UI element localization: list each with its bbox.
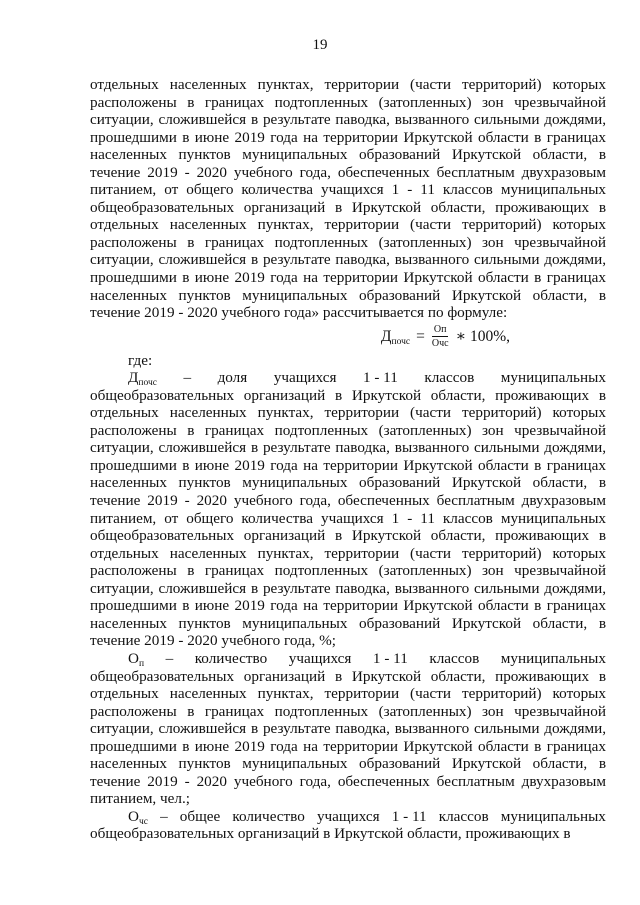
definition-text: общеобразовательных организаций в Иркутской области, проживающих в [90, 825, 571, 843]
word: учащихся [288, 649, 352, 667]
word: муниципальных [500, 369, 606, 387]
definition-first-line [90, 369, 606, 387]
word: – [160, 807, 168, 825]
definition-term: $Д_{почс}$ [128, 369, 157, 389]
word: муниципальных [500, 649, 606, 667]
word: доля [217, 369, 248, 387]
formula-lhs: $Д_{почс}$ [380, 327, 411, 347]
word: классов [438, 807, 489, 825]
formula [90, 322, 606, 352]
where-label: где: [128, 351, 153, 369]
definition-term: $О_п$ [128, 649, 145, 669]
word: общее [179, 807, 221, 825]
formula-denominator: Очс [431, 338, 449, 350]
word: учащихся [316, 807, 380, 825]
definition-first-line [90, 808, 606, 826]
definition-term: $О_{чс}$ [128, 807, 148, 827]
word: количество [232, 807, 305, 825]
page-number: 19 [312, 37, 328, 53]
word: – [183, 369, 192, 387]
formula-numerator: Оп [433, 324, 447, 336]
word: классов [424, 369, 475, 387]
word: 1 - 11 [391, 807, 427, 825]
formula-fraction [430, 324, 451, 349]
definition-first-line [90, 650, 606, 668]
page-content [90, 76, 606, 843]
word: муниципальных [500, 807, 606, 825]
word: – [165, 649, 174, 667]
definition-text: общеобразовательных организаций в Иркутской области, проживающих в отдельных населенных пунктах, территории (части территорий) которых расположены в границах подтопленных (затопленных) зон чрезвычайной ситуации, сложившейся в результате паводка, вызванного сильными дождями, прошедшими в июне 2019 года на территории Иркутской области в границах населенных пунктов муниципальных образований Иркутской области, в течение 2019 - 2020 учебного года, обеспеченных бесплатным двухразовым питанием, от общего количества учащихся 1 - 11 классов муниципальных общеобразовательных организаций в Иркутской области, проживающих в отдельных населенных пунктах, территории (части территорий) которых расположены в границах подтопленных (затопленных) зон чрезвычайной ситуации, сложившейся в результате паводка, вызванного сильными дождями, прошедшими в июне 2019 года на территории Иркутской области в границах населенных пунктов муниципальных образований Иркутской области, в течение 2019 - 2020 учебного года, %; [90, 386, 606, 650]
word: количество [194, 649, 268, 667]
definition-text: общеобразовательных организаций в Иркутской области, проживающих в отдельных населенных пунктах, территории (части территорий) которых расположены в границах подтопленных (затопленных) зон чрезвычайной ситуации, сложившейся в результате паводка, вызванного сильными дождями, прошедшими в июне 2019 года на территории Иркутской области в границах населенных пунктов муниципальных образований Иркутской области, в течение 2019 - 2020 учебного года, обеспеченных бесплатным двухразовым питанием, чел.; [90, 667, 606, 808]
word: учащихся [273, 369, 337, 387]
word: 1 - 11 [362, 369, 398, 387]
formula-rest: ∗ 100%, [455, 327, 510, 345]
word: классов [429, 649, 480, 667]
formula-equals: = [416, 327, 425, 345]
paragraph-intro: отдельных населенных пунктах, территории (части территорий) которых расположены в границах подтопленных (затопленных) зон чрезвычайной ситуации, сложившейся в результате паводка, вызванного сильными дождями, прошедшими в июне 2019 года на территории Иркутской области в границах населенных пунктов муниципальных образований Иркутской области, в течение 2019 - 2020 учебного года, обеспеченных бесплатным двухразовым питанием, от общего количества учащихся 1 - 11 классов муниципальных общеобразовательных организаций в Иркутской области, проживающих в отдельных населенных пунктах, территории (части территорий) которых расположены в границах подтопленных (затопленных) зон чрезвычайной ситуации, сложившейся в результате паводка, вызванного сильными дождями, прошедшими в июне 2019 года на территории Иркутской области в границах населенных пунктов муниципальных образований Иркутской области, в течение 2019 - 2020 учебного года» рассчитывается по формуле: [90, 76, 606, 322]
word: 1 - 11 [372, 649, 408, 667]
